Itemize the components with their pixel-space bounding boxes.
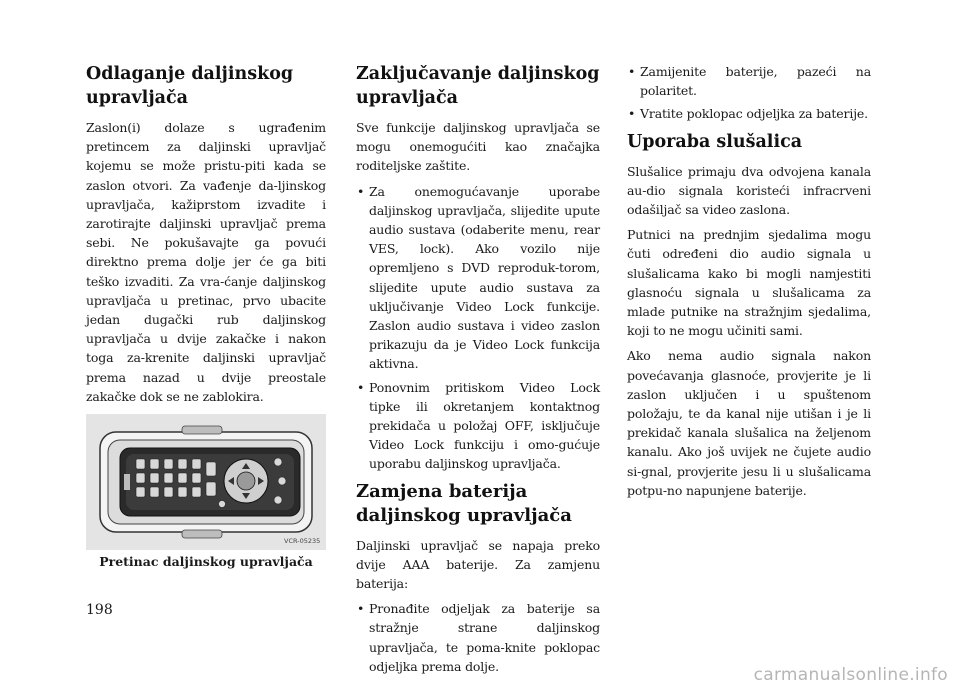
- paragraph-headphones-1: Slušalice primaju dva odvojena kanala au-dio signala koristeći infracrveni odašiljač sa video zaslona.: [627, 163, 871, 218]
- column-left: [86, 62, 326, 569]
- list-item: • Pronađite odjeljak za baterije sa stražnje strane daljinskog upravljača, te poma-knite poklopac odjeljka prema dolje.: [356, 599, 600, 676]
- paragraph-headphones-2: Putnici na prednjim sjedalima mogu čuti određeni dio audio signala u slušalicama kako bi mogli namjestiti glasnoću signala u slušalicama za mlade putnike na stražnjim sjedalima, koji to ne mogu učiniti sami.: [627, 227, 871, 339]
- watermark: carmanualsonline.info: [753, 665, 948, 685]
- page-number: 198: [86, 602, 113, 618]
- list-battery-steps: [356, 599, 600, 676]
- heading-battery-replacement: Zamjena baterija daljinskog upravljača: [356, 480, 572, 526]
- list-battery-steps-continued: [627, 62, 871, 124]
- list-item: • Za onemogućavanje uporabe daljinskog upravljača, slijedite upute audio sustava (odaberite menu, rear VES, lock). Ako vozilo nije opremljeno s DVD reproduk-torom, slijedite upute audio sustava za uključivanje Video Lock funkcije. Zaslon audio sustava i video zaslon prikazuju da je Video Lock funkcija aktivna.: [356, 182, 600, 374]
- remote-storage-figure: [86, 414, 326, 550]
- paragraph-headphones-3: Ako nema audio signala nakon povećavanja glasnoće, provjerite je li zaslon uključen i u spuštenom položaju, te da kanal nije utišan i je li prekidač kanala slušalica na željenom kanalu. Ako još uvijek ne čujete audio si-gnal, provjerite jesu li u slušalicama potpu-no napunjene baterije.: [627, 348, 871, 498]
- list-item: • Zamijenite baterije, pazeći na polaritet.: [627, 62, 871, 100]
- heading-remote-lock: Zaključavanje daljinskog upravljača: [356, 64, 600, 108]
- list-remote-lock: [356, 182, 600, 474]
- paragraph-battery-replacement: Daljinski upravljač se napaja preko dvije AAA baterije. Za zamjenu baterija:: [356, 537, 600, 592]
- column-middle: [356, 62, 600, 682]
- heading-headphones: Uporaba slušalica: [627, 131, 803, 152]
- paragraph-remote-storage: Zaslon(i) dolaze s ugrađenim pretincem za daljinski upravljač kojemu se može pristu-piti kada se zaslon otvori. Za vađenje da-ljinskog upravljača, kažiprstom izvadite i zarotirajte daljinski upravljač prema sebi. Ne pokušavajte ga povući direktno prema dolje jer će ga biti teško izvaditi. Za vra-ćanje daljinskog upravljača u pretinac, prvo ubacite jedan dugački rub daljinskog upravljača u dvije zakačke i nakon toga za-krenite daljinski upravljač prema nazad u dvije preostale zakačke dok se ne zablokira.: [86, 120, 326, 404]
- paragraph-remote-lock: Sve funkcije daljinskog upravljača se mogu onemogućiti kao značajka roditeljske zaštite.: [356, 120, 600, 174]
- heading-remote-storage: Odlaganje daljinskog upravljača: [86, 64, 294, 108]
- list-item: • Ponovnim pritiskom Video Lock tipke ili okretanjem kontaktnog prekidača u položaj OFF, isključuje Video Lock funkciju i omo-gućuje uporabu daljinskog upravljača.: [356, 378, 600, 474]
- list-item: • Vratite poklopac odjeljka za baterije.: [627, 104, 871, 123]
- column-right: [627, 62, 871, 506]
- figure-caption: Pretinac daljinskog upravljača: [99, 554, 313, 570]
- figure-code: VCR-05235: [284, 537, 321, 546]
- remote-control-illustration: [86, 414, 326, 550]
